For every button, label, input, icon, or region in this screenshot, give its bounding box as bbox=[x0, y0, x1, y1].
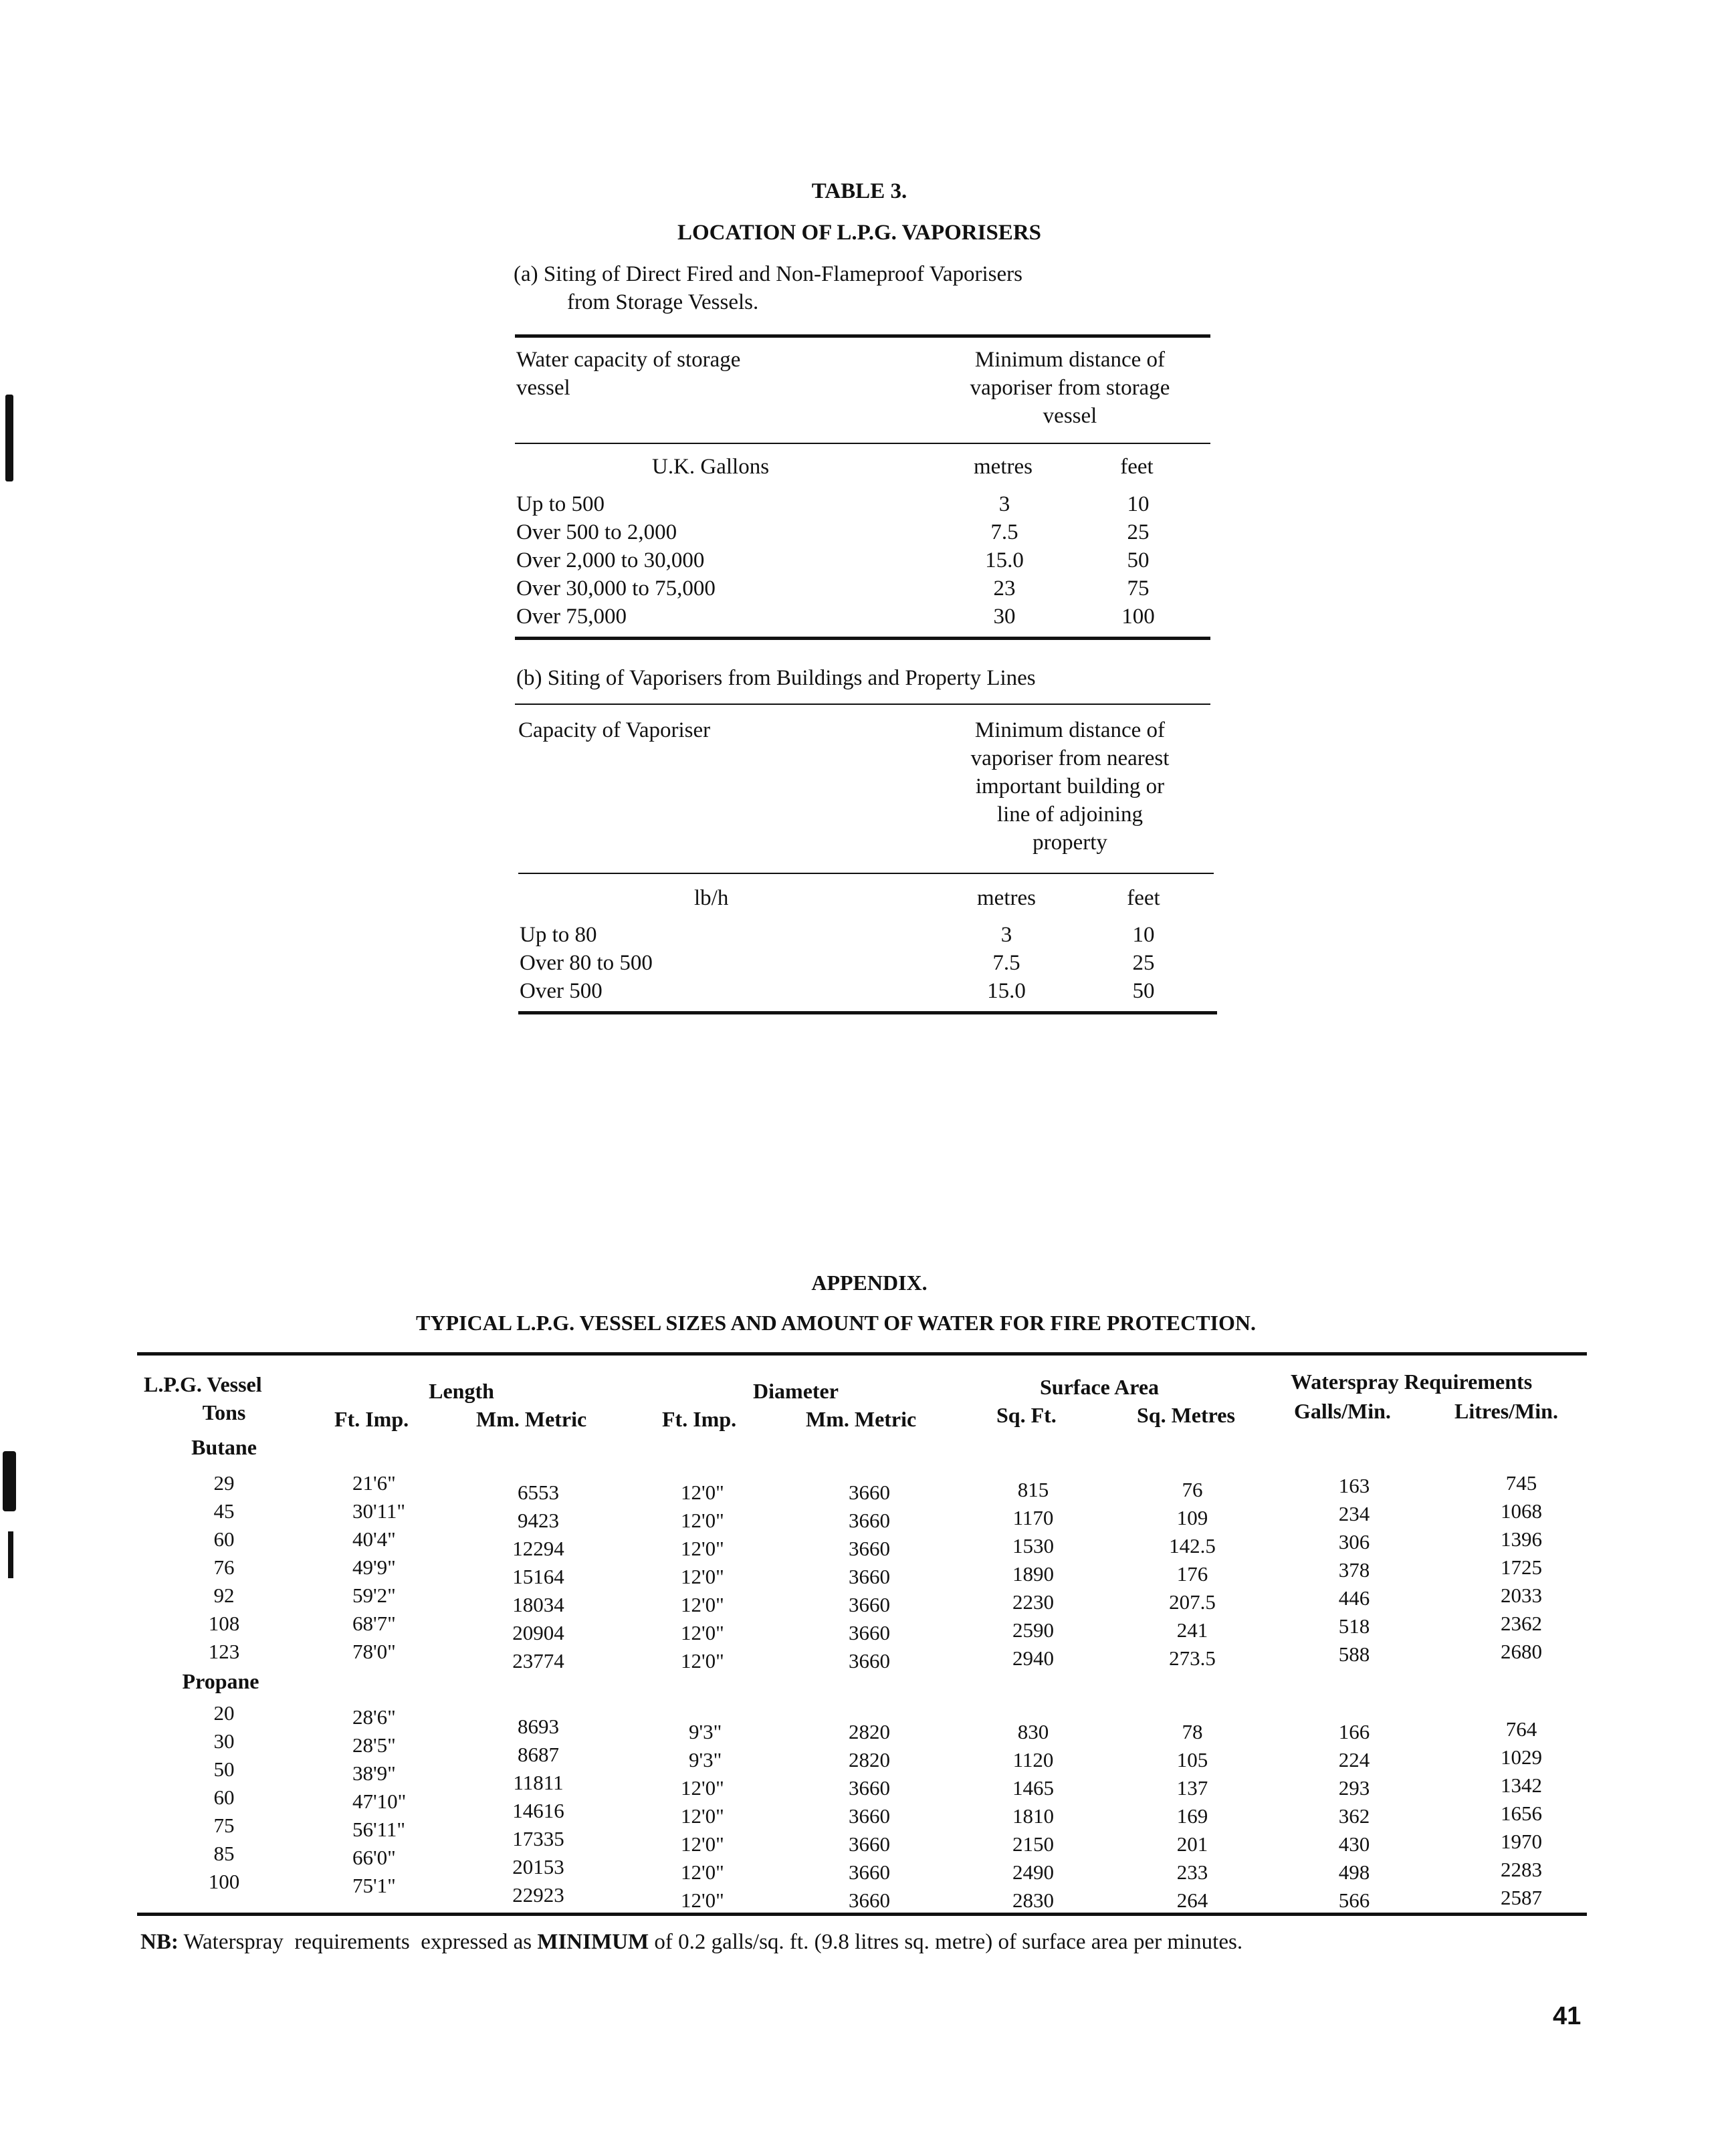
length-ft-cell: 28'6" bbox=[352, 1705, 396, 1729]
diameter-ft-cell: 12'0" bbox=[681, 1889, 724, 1912]
sq-ft-cell: 1530 bbox=[1012, 1534, 1054, 1557]
galls-cell: 224 bbox=[1338, 1748, 1370, 1771]
length-ft-cell: 59'2" bbox=[352, 1584, 396, 1607]
length-mm-cell: 20904 bbox=[512, 1621, 564, 1644]
diameter-ft-cell: 9'3" bbox=[689, 1748, 722, 1771]
length-ft-cell: 38'9" bbox=[352, 1761, 396, 1785]
page-number: 41 bbox=[1553, 2002, 1582, 2030]
diameter-mm-cell: 2820 bbox=[849, 1748, 890, 1771]
appendix-subtitle: TYPICAL L.P.G. VESSEL SIZES AND AMOUNT OF WATER FOR FIRE PROTECTION. bbox=[416, 1311, 1256, 1335]
section-b-bottom-rule bbox=[518, 1011, 1217, 1014]
sq-m-cell: 264 bbox=[1176, 1889, 1208, 1912]
diameter-ft-cell: 9'3" bbox=[689, 1720, 722, 1743]
capacity-cell: Up to 500 bbox=[516, 492, 605, 516]
length-ft-cell: 28'5" bbox=[352, 1733, 396, 1757]
sq-ft-cell: 815 bbox=[1017, 1478, 1049, 1501]
galls-cell: 362 bbox=[1338, 1804, 1370, 1828]
galls-cell: 166 bbox=[1338, 1720, 1370, 1743]
section-a-col2-header-1: Minimum distance of bbox=[974, 348, 1166, 372]
header-sq-ft: Sq. Ft. bbox=[996, 1403, 1057, 1427]
feet-cell: 75 bbox=[1127, 576, 1150, 601]
sq-m-cell: 176 bbox=[1176, 1562, 1208, 1586]
length-mm-cell: 14616 bbox=[512, 1799, 564, 1822]
group-label-butane: Butane bbox=[191, 1435, 257, 1459]
length-mm-cell: 11811 bbox=[513, 1771, 564, 1794]
header-diameter-mm: Mm. Metric bbox=[806, 1407, 917, 1431]
section-b-unit-feet: feet bbox=[1127, 886, 1160, 910]
sq-ft-cell: 1120 bbox=[1012, 1748, 1054, 1771]
length-ft-cell: 56'11" bbox=[352, 1818, 406, 1841]
section-b-col1-header: Capacity of Vaporiser bbox=[518, 718, 711, 742]
header-length-mm: Mm. Metric bbox=[476, 1407, 587, 1431]
section-b-col2-header-4: line of adjoining bbox=[996, 802, 1144, 827]
section-b-col2-header-1: Minimum distance of bbox=[974, 718, 1166, 742]
length-mm-cell: 15164 bbox=[512, 1565, 564, 1588]
note-text-1: Waterspray requirements expressed as bbox=[178, 1930, 538, 1954]
diameter-ft-cell: 12'0" bbox=[681, 1860, 724, 1884]
tons-cell: 75 bbox=[213, 1814, 235, 1837]
section-a-col2-header-2: vaporiser from storage bbox=[970, 376, 1170, 400]
section-a-top-rule bbox=[515, 334, 1210, 338]
section-b-caption: (b) Siting of Vaporisers from Buildings and Property Lines bbox=[516, 666, 1036, 690]
galls-cell: 234 bbox=[1338, 1502, 1370, 1525]
propane-body bbox=[0, 1701, 1734, 1912]
galls-cell: 446 bbox=[1338, 1586, 1370, 1610]
scan-mark bbox=[3, 1451, 16, 1511]
table-row bbox=[0, 1757, 1734, 1800]
diameter-ft-cell: 12'0" bbox=[681, 1804, 724, 1828]
header-diameter: Diameter bbox=[753, 1379, 839, 1403]
section-a-col1-header-2: vessel bbox=[516, 376, 570, 400]
litres-cell: 1029 bbox=[1501, 1745, 1542, 1769]
length-ft-cell: 47'10" bbox=[352, 1790, 407, 1813]
sq-ft-cell: 1810 bbox=[1012, 1804, 1054, 1828]
diameter-mm-cell: 3660 bbox=[849, 1804, 890, 1828]
table-row bbox=[0, 1640, 1734, 1673]
diameter-ft-cell: 12'0" bbox=[681, 1776, 724, 1800]
galls-cell: 378 bbox=[1338, 1558, 1370, 1582]
header-surface-area: Surface Area bbox=[1040, 1375, 1160, 1399]
sq-ft-cell: 2230 bbox=[1012, 1590, 1054, 1614]
tons-cell: 100 bbox=[208, 1870, 240, 1893]
sq-m-cell: 233 bbox=[1176, 1860, 1208, 1884]
sq-m-cell: 273.5 bbox=[1169, 1646, 1216, 1670]
litres-cell: 1396 bbox=[1501, 1527, 1542, 1551]
section-b-body bbox=[520, 923, 1215, 1010]
galls-cell: 306 bbox=[1338, 1530, 1370, 1553]
litres-cell: 1068 bbox=[1501, 1499, 1542, 1523]
litres-cell: 1725 bbox=[1501, 1555, 1542, 1579]
section-a-body bbox=[516, 492, 1212, 639]
diameter-ft-cell: 12'0" bbox=[681, 1832, 724, 1856]
length-ft-cell: 21'6" bbox=[352, 1471, 396, 1495]
litres-cell: 745 bbox=[1505, 1471, 1537, 1495]
section-a-unit-capacity: U.K. Gallons bbox=[652, 455, 770, 479]
diameter-ft-cell: 12'0" bbox=[681, 1593, 724, 1616]
table3-subtitle: LOCATION OF L.P.G. VAPORISERS bbox=[677, 221, 1042, 245]
length-ft-cell: 49'9" bbox=[352, 1555, 396, 1579]
litres-cell: 1342 bbox=[1501, 1773, 1542, 1797]
diameter-mm-cell: 2820 bbox=[849, 1720, 890, 1743]
diameter-ft-cell: 12'0" bbox=[681, 1621, 724, 1644]
length-ft-cell: 78'0" bbox=[352, 1640, 396, 1663]
sq-ft-cell: 2830 bbox=[1012, 1889, 1054, 1912]
length-mm-cell: 22923 bbox=[512, 1883, 564, 1907]
galls-cell: 430 bbox=[1338, 1832, 1370, 1856]
metres-cell: 30 bbox=[993, 605, 1016, 629]
length-mm-cell: 8693 bbox=[518, 1715, 559, 1738]
tons-cell: 20 bbox=[213, 1701, 235, 1725]
length-mm-cell: 20153 bbox=[512, 1855, 564, 1878]
diameter-mm-cell: 3660 bbox=[849, 1481, 890, 1504]
litres-cell: 1970 bbox=[1501, 1830, 1542, 1853]
section-a-row bbox=[516, 548, 1212, 576]
sq-m-cell: 105 bbox=[1176, 1748, 1208, 1771]
length-mm-cell: 8687 bbox=[518, 1743, 559, 1766]
tons-cell: 123 bbox=[208, 1640, 240, 1663]
appendix-top-rule bbox=[137, 1352, 1587, 1356]
capacity-cell: Over 500 to 2,000 bbox=[516, 520, 677, 544]
length-mm-cell: 9423 bbox=[518, 1509, 559, 1532]
table-row bbox=[0, 1527, 1734, 1560]
feet-cell: 10 bbox=[1132, 923, 1155, 947]
length-ft-cell: 30'11" bbox=[352, 1499, 406, 1523]
section-b-top-rule bbox=[515, 704, 1210, 705]
litres-cell: 2587 bbox=[1501, 1886, 1542, 1909]
section-a-col1-header-1: Water capacity of storage bbox=[516, 348, 741, 372]
note-label: NB: bbox=[140, 1930, 179, 1954]
sq-ft-cell: 1890 bbox=[1012, 1562, 1054, 1586]
header-length-ft: Ft. Imp. bbox=[334, 1407, 409, 1431]
section-a-row bbox=[516, 492, 1212, 520]
length-ft-cell: 40'4" bbox=[352, 1527, 396, 1551]
diameter-mm-cell: 3660 bbox=[849, 1889, 890, 1912]
tons-cell: 60 bbox=[213, 1527, 235, 1551]
diameter-mm-cell: 3660 bbox=[849, 1537, 890, 1560]
section-b-unit-capacity: lb/h bbox=[694, 886, 729, 910]
metres-cell: 3 bbox=[1000, 923, 1012, 947]
sq-m-cell: 207.5 bbox=[1169, 1590, 1216, 1614]
appendix-bottom-rule bbox=[137, 1913, 1587, 1916]
scan-mark bbox=[5, 395, 13, 481]
section-a-row bbox=[516, 605, 1212, 633]
butane-body bbox=[0, 1471, 1734, 1672]
tons-cell: 29 bbox=[213, 1471, 235, 1495]
sq-ft-cell: 2490 bbox=[1012, 1860, 1054, 1884]
sq-ft-cell: 2150 bbox=[1012, 1832, 1054, 1856]
diameter-ft-cell: 12'0" bbox=[681, 1649, 724, 1673]
header-waterspray: Waterspray Requirements bbox=[1291, 1370, 1533, 1394]
section-a-row bbox=[516, 576, 1212, 605]
section-a-col2-header-3: vessel bbox=[1043, 404, 1097, 428]
metres-cell: 15.0 bbox=[987, 979, 1026, 1003]
length-mm-cell: 17335 bbox=[512, 1827, 564, 1850]
header-tons: Tons bbox=[202, 1400, 246, 1424]
table-row bbox=[0, 1870, 1734, 1912]
litres-cell: 2033 bbox=[1501, 1584, 1542, 1607]
metres-cell: 23 bbox=[993, 576, 1016, 601]
length-mm-cell: 18034 bbox=[512, 1593, 564, 1616]
sq-ft-cell: 2590 bbox=[1012, 1618, 1054, 1642]
sq-m-cell: 142.5 bbox=[1169, 1534, 1216, 1557]
section-b-row bbox=[520, 951, 1215, 979]
litres-cell: 1656 bbox=[1501, 1802, 1542, 1825]
diameter-mm-cell: 3660 bbox=[849, 1509, 890, 1532]
diameter-mm-cell: 3660 bbox=[849, 1776, 890, 1800]
tons-cell: 92 bbox=[213, 1584, 235, 1607]
section-a-bottom-rule bbox=[515, 637, 1210, 640]
sq-m-cell: 76 bbox=[1182, 1478, 1203, 1501]
section-b-row bbox=[520, 979, 1215, 1007]
metres-cell: 7.5 bbox=[992, 951, 1020, 975]
length-ft-cell: 68'7" bbox=[352, 1612, 396, 1635]
feet-cell: 25 bbox=[1127, 520, 1150, 544]
table-row bbox=[0, 1471, 1734, 1504]
header-vessel: L.P.G. Vessel bbox=[144, 1372, 262, 1396]
sq-m-cell: 78 bbox=[1182, 1720, 1203, 1743]
metres-cell: 7.5 bbox=[990, 520, 1018, 544]
header-length: Length bbox=[429, 1379, 494, 1403]
sq-ft-cell: 1465 bbox=[1012, 1776, 1054, 1800]
section-b-unit-metres: metres bbox=[977, 886, 1036, 910]
section-b-col2-header-5: property bbox=[1033, 831, 1107, 855]
diameter-mm-cell: 3660 bbox=[849, 1832, 890, 1856]
diameter-mm-cell: 3660 bbox=[849, 1593, 890, 1616]
section-b-header-rule bbox=[518, 873, 1214, 874]
table-row bbox=[0, 1584, 1734, 1616]
diameter-mm-cell: 3660 bbox=[849, 1621, 890, 1644]
feet-cell: 50 bbox=[1132, 979, 1155, 1003]
feet-cell: 25 bbox=[1132, 951, 1155, 975]
section-b-col2-header-3: important building or bbox=[975, 774, 1165, 798]
galls-cell: 588 bbox=[1338, 1642, 1370, 1666]
appendix-note bbox=[140, 1930, 1612, 1955]
sq-ft-cell: 2940 bbox=[1012, 1646, 1054, 1670]
tons-cell: 76 bbox=[213, 1555, 235, 1579]
galls-cell: 293 bbox=[1338, 1776, 1370, 1800]
galls-cell: 163 bbox=[1338, 1474, 1370, 1497]
capacity-cell: Over 500 bbox=[520, 979, 603, 1003]
diameter-ft-cell: 12'0" bbox=[681, 1509, 724, 1532]
tons-cell: 45 bbox=[213, 1499, 235, 1523]
section-a-row bbox=[516, 520, 1212, 548]
litres-cell: 764 bbox=[1505, 1717, 1537, 1741]
group-label-propane: Propane bbox=[182, 1669, 259, 1693]
feet-cell: 100 bbox=[1121, 605, 1155, 629]
header-diameter-ft: Ft. Imp. bbox=[662, 1407, 737, 1431]
section-a-unit-feet: feet bbox=[1120, 455, 1154, 479]
feet-cell: 10 bbox=[1127, 492, 1150, 516]
capacity-cell: Over 75,000 bbox=[516, 605, 627, 629]
capacity-cell: Over 30,000 to 75,000 bbox=[516, 576, 716, 601]
table-row bbox=[0, 1499, 1734, 1532]
diameter-mm-cell: 3660 bbox=[849, 1649, 890, 1673]
sq-ft-cell: 830 bbox=[1017, 1720, 1049, 1743]
galls-cell: 498 bbox=[1338, 1860, 1370, 1884]
galls-cell: 518 bbox=[1338, 1614, 1370, 1638]
section-a-caption-cont: from Storage Vessels. bbox=[567, 290, 759, 314]
section-b-col2-header-2: vaporiser from nearest bbox=[970, 746, 1170, 770]
diameter-ft-cell: 12'0" bbox=[681, 1565, 724, 1588]
diameter-ft-cell: 12'0" bbox=[681, 1537, 724, 1560]
litres-cell: 2362 bbox=[1501, 1612, 1542, 1635]
length-ft-cell: 66'0" bbox=[352, 1846, 396, 1869]
header-sq-m: Sq. Metres bbox=[1137, 1403, 1235, 1427]
sq-m-cell: 169 bbox=[1176, 1804, 1208, 1828]
diameter-mm-cell: 3660 bbox=[849, 1565, 890, 1588]
sq-m-cell: 109 bbox=[1176, 1506, 1208, 1529]
table-row bbox=[0, 1555, 1734, 1588]
tons-cell: 85 bbox=[213, 1842, 235, 1865]
galls-cell: 566 bbox=[1338, 1889, 1370, 1912]
tons-cell: 50 bbox=[213, 1757, 235, 1781]
sq-ft-cell: 1170 bbox=[1012, 1506, 1054, 1529]
scan-mark bbox=[8, 1531, 13, 1578]
section-a-unit-metres: metres bbox=[974, 455, 1033, 479]
sq-m-cell: 137 bbox=[1176, 1776, 1208, 1800]
header-galls: Galls/Min. bbox=[1294, 1399, 1391, 1423]
section-a-header-rule bbox=[515, 443, 1210, 444]
diameter-ft-cell: 12'0" bbox=[681, 1481, 724, 1504]
capacity-cell: Up to 80 bbox=[520, 923, 597, 947]
feet-cell: 50 bbox=[1127, 548, 1150, 572]
table3-title: TABLE 3. bbox=[811, 179, 907, 203]
sq-m-cell: 241 bbox=[1176, 1618, 1208, 1642]
sq-m-cell: 201 bbox=[1176, 1832, 1208, 1856]
metres-cell: 15.0 bbox=[985, 548, 1024, 572]
tons-cell: 108 bbox=[208, 1612, 240, 1635]
length-ft-cell: 75'1" bbox=[352, 1874, 396, 1897]
length-mm-cell: 23774 bbox=[512, 1649, 564, 1673]
capacity-cell: Over 2,000 to 30,000 bbox=[516, 548, 705, 572]
litres-cell: 2680 bbox=[1501, 1640, 1542, 1663]
length-mm-cell: 6553 bbox=[518, 1481, 559, 1504]
tons-cell: 60 bbox=[213, 1786, 235, 1809]
diameter-mm-cell: 3660 bbox=[849, 1860, 890, 1884]
note-text-2: of 0.2 galls/sq. ft. (9.8 litres sq. metre) of surface area per minutes. bbox=[649, 1930, 1243, 1954]
capacity-cell: Over 80 to 500 bbox=[520, 951, 653, 975]
section-a-caption: (a) Siting of Direct Fired and Non-Flameproof Vaporisers bbox=[514, 262, 1022, 286]
length-mm-cell: 12294 bbox=[512, 1537, 564, 1560]
table-row bbox=[0, 1612, 1734, 1644]
section-b-row bbox=[520, 923, 1215, 951]
metres-cell: 3 bbox=[998, 492, 1010, 516]
table-row bbox=[0, 1701, 1734, 1743]
note-emphasis: MINIMUM bbox=[537, 1930, 649, 1954]
appendix-title: APPENDIX. bbox=[811, 1271, 928, 1295]
litres-cell: 2283 bbox=[1501, 1858, 1542, 1881]
header-litres: Litres/Min. bbox=[1454, 1399, 1558, 1423]
tons-cell: 30 bbox=[213, 1729, 235, 1753]
